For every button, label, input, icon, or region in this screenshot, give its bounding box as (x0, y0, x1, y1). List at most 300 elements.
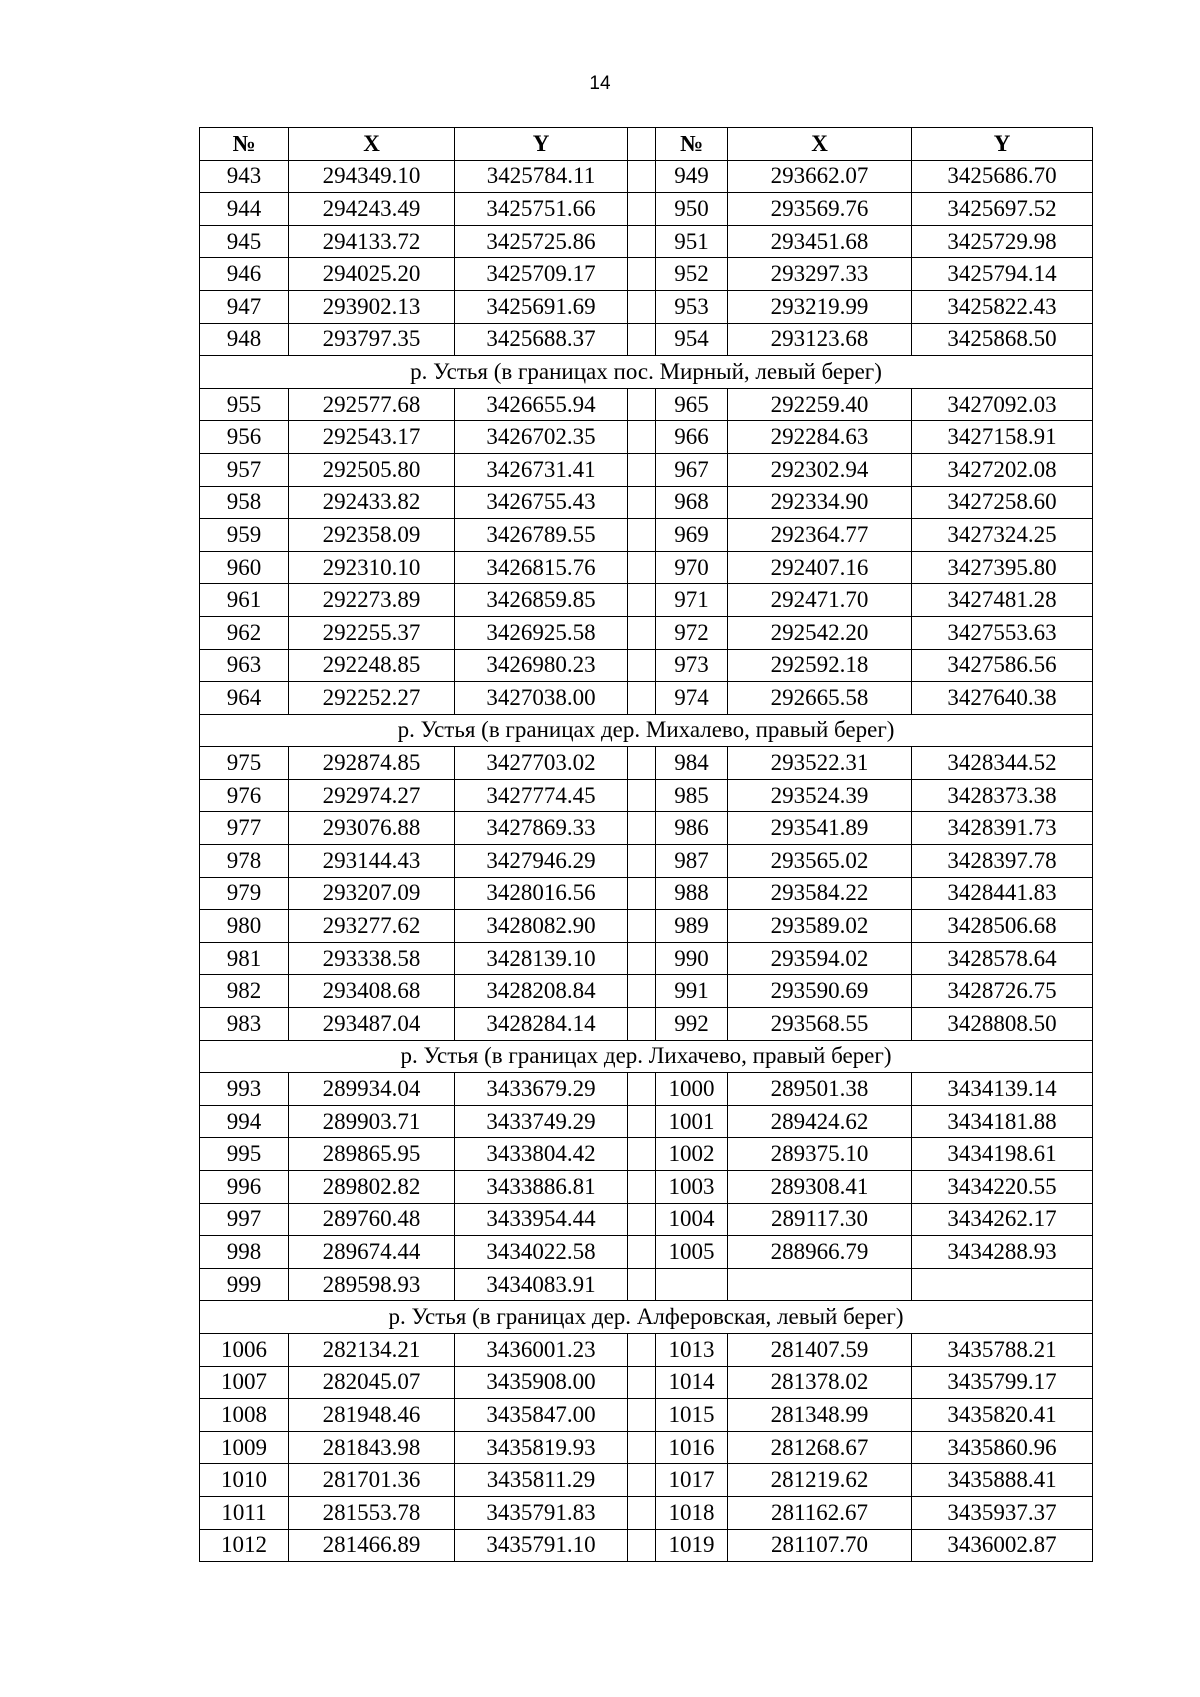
y-coordinate-cell: 3435791.10 (455, 1529, 628, 1562)
y-coordinate-cell: 3428139.10 (455, 942, 628, 975)
x-coordinate-cell: 292433.82 (289, 486, 455, 519)
gap-cell (628, 1203, 656, 1236)
point-number-cell: 1013 (656, 1333, 728, 1366)
point-number-cell: 990 (656, 942, 728, 975)
y-coordinate-cell: 3426925.58 (455, 616, 628, 649)
header-number-right: № (656, 128, 728, 161)
table-row (200, 584, 1093, 617)
table-row (200, 551, 1093, 584)
y-coordinate-cell: 3425794.14 (912, 258, 1093, 291)
x-coordinate-cell: 293524.39 (728, 779, 912, 812)
x-coordinate-cell: 281843.98 (289, 1431, 455, 1464)
y-coordinate-cell: 3428808.50 (912, 1008, 1093, 1041)
y-coordinate-cell: 3428441.83 (912, 877, 1093, 910)
x-coordinate-cell: 292592.18 (728, 649, 912, 682)
x-coordinate-cell: 292358.09 (289, 519, 455, 552)
x-coordinate-cell: 292364.77 (728, 519, 912, 552)
x-coordinate-cell: 282045.07 (289, 1366, 455, 1399)
gap-cell (628, 1138, 656, 1171)
gap-cell (628, 453, 656, 486)
x-coordinate-cell: 292471.70 (728, 584, 912, 617)
y-coordinate-cell: 3433886.81 (455, 1171, 628, 1204)
x-coordinate-cell: 294025.20 (289, 258, 455, 291)
gap-cell (628, 160, 656, 193)
table-row (200, 519, 1093, 552)
y-coordinate-cell: 3426702.35 (455, 421, 628, 454)
x-coordinate-cell: 292252.27 (289, 682, 455, 715)
x-coordinate-cell: 294243.49 (289, 193, 455, 226)
table-row (200, 616, 1093, 649)
y-coordinate-cell: 3433804.42 (455, 1138, 628, 1171)
gap-cell (628, 1529, 656, 1562)
point-number-cell: 981 (200, 942, 289, 975)
table-row (200, 1366, 1093, 1399)
table-row (200, 1171, 1093, 1204)
x-coordinate-cell: 292259.40 (728, 388, 912, 421)
x-coordinate-cell: 292407.16 (728, 551, 912, 584)
y-coordinate-cell: 3426859.85 (455, 584, 628, 617)
gap-cell (628, 1399, 656, 1432)
x-coordinate-cell: 293451.68 (728, 225, 912, 258)
table-row (200, 975, 1093, 1008)
point-number-cell: 1012 (200, 1529, 289, 1562)
point-number-cell: 958 (200, 486, 289, 519)
point-number-cell: 972 (656, 616, 728, 649)
point-number-cell: 967 (656, 453, 728, 486)
gap-cell (628, 1073, 656, 1106)
table-row (200, 160, 1093, 193)
table-header-row (200, 128, 1093, 161)
x-coordinate-cell: 292334.90 (728, 486, 912, 519)
y-coordinate-cell: 3427640.38 (912, 682, 1093, 715)
page-number: 14 (589, 73, 611, 94)
table-body (200, 160, 1093, 1562)
x-coordinate-cell: 289501.38 (728, 1073, 912, 1106)
gap-cell (628, 388, 656, 421)
x-coordinate-cell: 293589.02 (728, 910, 912, 943)
y-coordinate-cell: 3426789.55 (455, 519, 628, 552)
point-number-cell: 983 (200, 1008, 289, 1041)
gap-cell (628, 290, 656, 323)
x-coordinate-cell: 293408.68 (289, 975, 455, 1008)
header-number-left: № (200, 128, 289, 161)
x-coordinate-cell: 293076.88 (289, 812, 455, 845)
y-coordinate-cell: 3435847.00 (455, 1399, 628, 1432)
y-coordinate-cell: 3425729.98 (912, 225, 1093, 258)
y-coordinate-cell: 3427202.08 (912, 453, 1093, 486)
table-row (200, 1333, 1093, 1366)
point-number-cell: 945 (200, 225, 289, 258)
table-row (200, 486, 1093, 519)
gap-cell (628, 1236, 656, 1269)
point-number-cell: 979 (200, 877, 289, 910)
table-row (200, 1268, 1093, 1301)
point-number-cell: 1018 (656, 1496, 728, 1529)
y-coordinate-cell: 3433954.44 (455, 1203, 628, 1236)
point-number-cell: 1008 (200, 1399, 289, 1432)
gap-cell (628, 682, 656, 715)
gap-cell (628, 486, 656, 519)
x-coordinate-cell: 293541.89 (728, 812, 912, 845)
table-row (200, 910, 1093, 943)
y-coordinate-cell: 3435820.41 (912, 1399, 1093, 1432)
table-row (200, 290, 1093, 323)
y-coordinate-cell: 3426655.94 (455, 388, 628, 421)
point-number-cell: 977 (200, 812, 289, 845)
x-coordinate-cell: 289865.95 (289, 1138, 455, 1171)
y-coordinate-cell: 3428397.78 (912, 845, 1093, 878)
point-number-cell: 976 (200, 779, 289, 812)
gap-cell (628, 1333, 656, 1366)
y-coordinate-cell: 3425709.17 (455, 258, 628, 291)
y-coordinate-cell: 3427481.28 (912, 584, 1093, 617)
point-number-cell: 959 (200, 519, 289, 552)
x-coordinate-cell: 293338.58 (289, 942, 455, 975)
x-coordinate-cell: 289117.30 (728, 1203, 912, 1236)
y-coordinate-cell: 3427869.33 (455, 812, 628, 845)
x-coordinate-cell: 289934.04 (289, 1073, 455, 1106)
y-coordinate-cell: 3427774.45 (455, 779, 628, 812)
y-coordinate-cell: 3425784.11 (455, 160, 628, 193)
y-coordinate-cell: 3435799.17 (912, 1366, 1093, 1399)
y-coordinate-cell: 3427038.00 (455, 682, 628, 715)
point-number-cell: 985 (656, 779, 728, 812)
point-number-cell: 964 (200, 682, 289, 715)
section-title-row (200, 714, 1093, 747)
section-title-row (200, 1040, 1093, 1073)
y-coordinate-cell: 3435819.93 (455, 1431, 628, 1464)
x-coordinate-cell: 292543.17 (289, 421, 455, 454)
point-number-cell: 978 (200, 845, 289, 878)
x-coordinate-cell: 282134.21 (289, 1333, 455, 1366)
gap-cell (628, 616, 656, 649)
y-coordinate-cell: 3435860.96 (912, 1431, 1093, 1464)
point-number-cell: 953 (656, 290, 728, 323)
point-number-cell: 975 (200, 747, 289, 780)
table-row (200, 388, 1093, 421)
table-row (200, 942, 1093, 975)
y-coordinate-cell: 3428284.14 (455, 1008, 628, 1041)
point-number-cell: 991 (656, 975, 728, 1008)
table-row (200, 225, 1093, 258)
y-coordinate-cell: 3434220.55 (912, 1171, 1093, 1204)
gap-cell (628, 1366, 656, 1399)
point-number-cell: 998 (200, 1236, 289, 1269)
point-number-cell: 1000 (656, 1073, 728, 1106)
gap-cell (628, 323, 656, 356)
x-coordinate-cell: 289760.48 (289, 1203, 455, 1236)
point-number-cell: 1017 (656, 1464, 728, 1497)
table-row (200, 649, 1093, 682)
table-row (200, 877, 1093, 910)
x-coordinate-cell: 289375.10 (728, 1138, 912, 1171)
point-number-cell: 1014 (656, 1366, 728, 1399)
point-number-cell: 961 (200, 584, 289, 617)
point-number-cell: 1009 (200, 1431, 289, 1464)
table-row (200, 682, 1093, 715)
point-number-cell: 969 (656, 519, 728, 552)
x-coordinate-cell: 292273.89 (289, 584, 455, 617)
point-number-cell: 995 (200, 1138, 289, 1171)
x-coordinate-cell: 294133.72 (289, 225, 455, 258)
y-coordinate-cell: 3425725.86 (455, 225, 628, 258)
x-coordinate-cell: 281407.59 (728, 1333, 912, 1366)
y-coordinate-cell: 3425688.37 (455, 323, 628, 356)
y-coordinate-cell: 3427703.02 (455, 747, 628, 780)
gap-cell (628, 649, 656, 682)
point-number-cell: 955 (200, 388, 289, 421)
x-coordinate-cell (728, 1268, 912, 1301)
point-number-cell: 982 (200, 975, 289, 1008)
table-row (200, 453, 1093, 486)
y-coordinate-cell: 3427586.56 (912, 649, 1093, 682)
x-coordinate-cell: 292577.68 (289, 388, 455, 421)
x-coordinate-cell: 292284.63 (728, 421, 912, 454)
y-coordinate-cell: 3428726.75 (912, 975, 1093, 1008)
gap-cell (628, 193, 656, 226)
header-gap (628, 128, 656, 161)
x-coordinate-cell: 292310.10 (289, 551, 455, 584)
point-number-cell: 1001 (656, 1105, 728, 1138)
x-coordinate-cell: 293297.33 (728, 258, 912, 291)
x-coordinate-cell: 289802.82 (289, 1171, 455, 1204)
gap-cell (628, 779, 656, 812)
x-coordinate-cell: 293797.35 (289, 323, 455, 356)
y-coordinate-cell: 3436001.23 (455, 1333, 628, 1366)
point-number-cell: 997 (200, 1203, 289, 1236)
x-coordinate-cell: 292974.27 (289, 779, 455, 812)
x-coordinate-cell: 293662.07 (728, 160, 912, 193)
gap-cell (628, 1105, 656, 1138)
table-row (200, 812, 1093, 845)
point-number-cell: 987 (656, 845, 728, 878)
point-number-cell: 951 (656, 225, 728, 258)
table-row (200, 1529, 1093, 1562)
y-coordinate-cell: 3428208.84 (455, 975, 628, 1008)
y-coordinate-cell: 3426980.23 (455, 649, 628, 682)
y-coordinate-cell: 3425697.52 (912, 193, 1093, 226)
table-row (200, 747, 1093, 780)
gap-cell (628, 910, 656, 943)
point-number-cell: 957 (200, 453, 289, 486)
table-row (200, 779, 1093, 812)
x-coordinate-cell: 293219.99 (728, 290, 912, 323)
x-coordinate-cell: 289308.41 (728, 1171, 912, 1204)
y-coordinate-cell: 3436002.87 (912, 1529, 1093, 1562)
y-coordinate-cell (912, 1268, 1093, 1301)
y-coordinate-cell: 3425868.50 (912, 323, 1093, 356)
point-number-cell: 973 (656, 649, 728, 682)
point-number-cell: 966 (656, 421, 728, 454)
point-number-cell: 1016 (656, 1431, 728, 1464)
y-coordinate-cell: 3434139.14 (912, 1073, 1093, 1106)
point-number-cell: 1007 (200, 1366, 289, 1399)
point-number-cell: 1004 (656, 1203, 728, 1236)
gap-cell (628, 845, 656, 878)
x-coordinate-cell: 281348.99 (728, 1399, 912, 1432)
point-number-cell: 1006 (200, 1333, 289, 1366)
y-coordinate-cell: 3434288.93 (912, 1236, 1093, 1269)
y-coordinate-cell: 3433679.29 (455, 1073, 628, 1106)
point-number-cell: 994 (200, 1105, 289, 1138)
y-coordinate-cell: 3434198.61 (912, 1138, 1093, 1171)
point-number-cell: 954 (656, 323, 728, 356)
x-coordinate-cell: 293594.02 (728, 942, 912, 975)
section-title: р. Устья (в границах дер. Лихачево, правый берег) (200, 1040, 1093, 1073)
point-number-cell: 989 (656, 910, 728, 943)
x-coordinate-cell: 289903.71 (289, 1105, 455, 1138)
point-number-cell: 1003 (656, 1171, 728, 1204)
y-coordinate-cell: 3427158.91 (912, 421, 1093, 454)
table-row (200, 421, 1093, 454)
x-coordinate-cell: 281553.78 (289, 1496, 455, 1529)
gap-cell (628, 812, 656, 845)
point-number-cell: 956 (200, 421, 289, 454)
y-coordinate-cell: 3426815.76 (455, 551, 628, 584)
y-coordinate-cell: 3427395.80 (912, 551, 1093, 584)
x-coordinate-cell: 288966.79 (728, 1236, 912, 1269)
header-y-right: Y (912, 128, 1093, 161)
x-coordinate-cell: 292665.58 (728, 682, 912, 715)
y-coordinate-cell: 3434262.17 (912, 1203, 1093, 1236)
point-number-cell: 988 (656, 877, 728, 910)
header-x-left: X (289, 128, 455, 161)
gap-cell (628, 1268, 656, 1301)
gap-cell (628, 747, 656, 780)
point-number-cell: 1019 (656, 1529, 728, 1562)
point-number-cell (656, 1268, 728, 1301)
gap-cell (628, 877, 656, 910)
header-y-left: Y (455, 128, 628, 161)
y-coordinate-cell: 3427553.63 (912, 616, 1093, 649)
y-coordinate-cell: 3435788.21 (912, 1333, 1093, 1366)
point-number-cell: 962 (200, 616, 289, 649)
y-coordinate-cell: 3435791.83 (455, 1496, 628, 1529)
gap-cell (628, 942, 656, 975)
gap-cell (628, 1008, 656, 1041)
point-number-cell: 952 (656, 258, 728, 291)
x-coordinate-cell: 292302.94 (728, 453, 912, 486)
point-number-cell: 946 (200, 258, 289, 291)
table-row (200, 193, 1093, 226)
section-title: р. Устья (в границах дер. Алферовская, левый берег) (200, 1301, 1093, 1334)
point-number-cell: 1011 (200, 1496, 289, 1529)
x-coordinate-cell: 281162.67 (728, 1496, 912, 1529)
table-row (200, 1203, 1093, 1236)
point-number-cell: 960 (200, 551, 289, 584)
x-coordinate-cell: 281466.89 (289, 1529, 455, 1562)
x-coordinate-cell: 293568.55 (728, 1008, 912, 1041)
y-coordinate-cell: 3425751.66 (455, 193, 628, 226)
y-coordinate-cell: 3434083.91 (455, 1268, 628, 1301)
point-number-cell: 963 (200, 649, 289, 682)
gap-cell (628, 519, 656, 552)
point-number-cell: 992 (656, 1008, 728, 1041)
table-row (200, 1496, 1093, 1529)
point-number-cell: 986 (656, 812, 728, 845)
section-title: р. Устья (в границах дер. Михалево, правый берег) (200, 714, 1093, 747)
section-title: р. Устья (в границах пос. Мирный, левый берег) (200, 356, 1093, 389)
table-row (200, 1399, 1093, 1432)
x-coordinate-cell: 293277.62 (289, 910, 455, 943)
header-x-right: X (728, 128, 912, 161)
table-row (200, 1431, 1093, 1464)
y-coordinate-cell: 3428578.64 (912, 942, 1093, 975)
table-row (200, 1073, 1093, 1106)
y-coordinate-cell: 3425686.70 (912, 160, 1093, 193)
x-coordinate-cell: 281378.02 (728, 1366, 912, 1399)
y-coordinate-cell: 3435937.37 (912, 1496, 1093, 1529)
gap-cell (628, 584, 656, 617)
table-row (200, 845, 1093, 878)
x-coordinate-cell: 292505.80 (289, 453, 455, 486)
point-number-cell: 1005 (656, 1236, 728, 1269)
x-coordinate-cell: 294349.10 (289, 160, 455, 193)
x-coordinate-cell: 281107.70 (728, 1529, 912, 1562)
y-coordinate-cell: 3425822.43 (912, 290, 1093, 323)
x-coordinate-cell: 289424.62 (728, 1105, 912, 1138)
x-coordinate-cell: 292248.85 (289, 649, 455, 682)
y-coordinate-cell: 3433749.29 (455, 1105, 628, 1138)
x-coordinate-cell: 293902.13 (289, 290, 455, 323)
point-number-cell: 968 (656, 486, 728, 519)
point-number-cell: 996 (200, 1171, 289, 1204)
x-coordinate-cell: 289674.44 (289, 1236, 455, 1269)
y-coordinate-cell: 3428391.73 (912, 812, 1093, 845)
y-coordinate-cell: 3428344.52 (912, 747, 1093, 780)
y-coordinate-cell: 3427092.03 (912, 388, 1093, 421)
x-coordinate-cell: 292255.37 (289, 616, 455, 649)
gap-cell (628, 551, 656, 584)
table-row (200, 1105, 1093, 1138)
x-coordinate-cell: 289598.93 (289, 1268, 455, 1301)
x-coordinate-cell: 293487.04 (289, 1008, 455, 1041)
gap-cell (628, 1431, 656, 1464)
y-coordinate-cell: 3428082.90 (455, 910, 628, 943)
point-number-cell: 1010 (200, 1464, 289, 1497)
coordinates-table (199, 127, 1093, 1562)
point-number-cell: 980 (200, 910, 289, 943)
point-number-cell: 949 (656, 160, 728, 193)
gap-cell (628, 1171, 656, 1204)
gap-cell (628, 258, 656, 291)
y-coordinate-cell: 3427258.60 (912, 486, 1093, 519)
x-coordinate-cell: 293207.09 (289, 877, 455, 910)
point-number-cell: 993 (200, 1073, 289, 1106)
y-coordinate-cell: 3428016.56 (455, 877, 628, 910)
gap-cell (628, 421, 656, 454)
x-coordinate-cell: 293590.69 (728, 975, 912, 1008)
x-coordinate-cell: 293584.22 (728, 877, 912, 910)
x-coordinate-cell: 293522.31 (728, 747, 912, 780)
gap-cell (628, 1464, 656, 1497)
y-coordinate-cell: 3428373.38 (912, 779, 1093, 812)
point-number-cell: 943 (200, 160, 289, 193)
y-coordinate-cell: 3435908.00 (455, 1366, 628, 1399)
section-title-row (200, 1301, 1093, 1334)
y-coordinate-cell: 3434022.58 (455, 1236, 628, 1269)
gap-cell (628, 225, 656, 258)
y-coordinate-cell: 3435811.29 (455, 1464, 628, 1497)
x-coordinate-cell: 281219.62 (728, 1464, 912, 1497)
x-coordinate-cell: 281701.36 (289, 1464, 455, 1497)
x-coordinate-cell: 292874.85 (289, 747, 455, 780)
point-number-cell: 984 (656, 747, 728, 780)
x-coordinate-cell: 293144.43 (289, 845, 455, 878)
point-number-cell: 947 (200, 290, 289, 323)
gap-cell (628, 1496, 656, 1529)
y-coordinate-cell: 3427946.29 (455, 845, 628, 878)
